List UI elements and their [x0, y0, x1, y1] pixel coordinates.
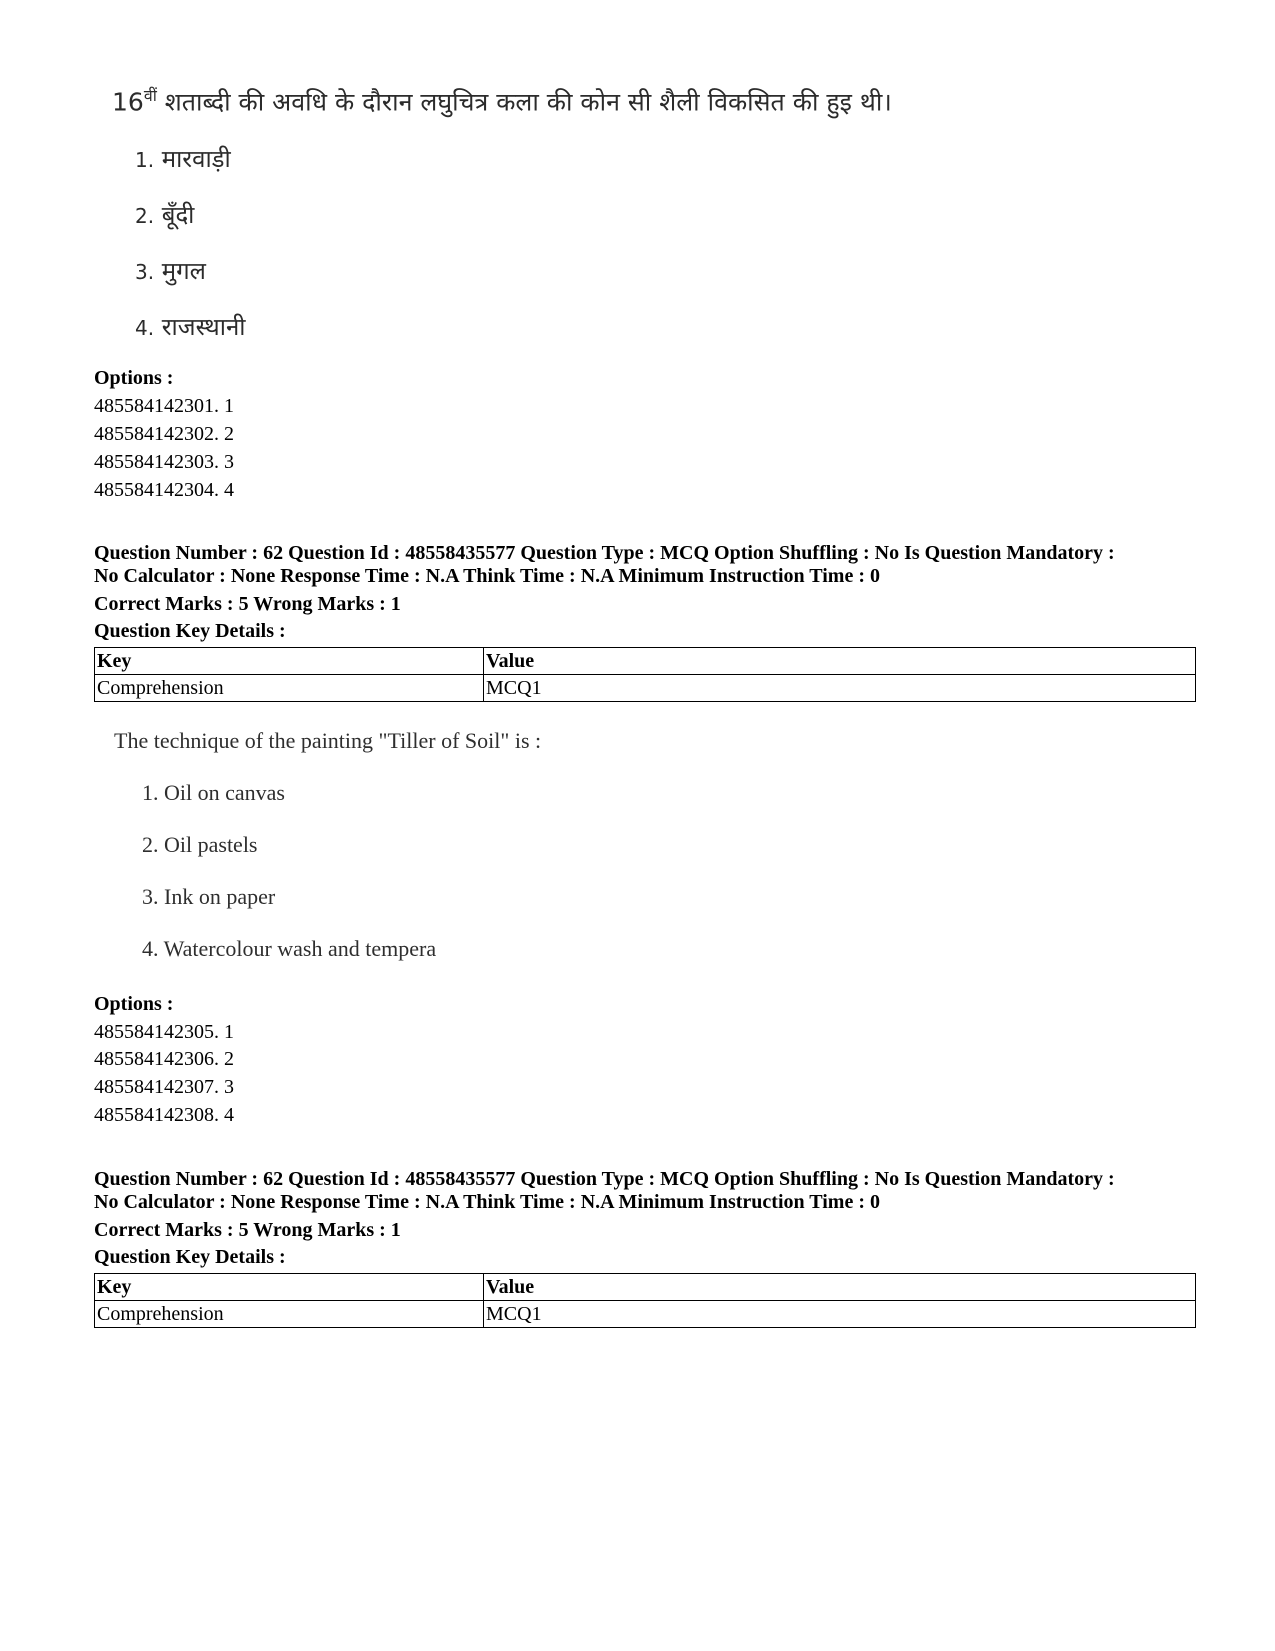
key-details-table — [94, 647, 1196, 702]
table-header-row — [95, 648, 1196, 675]
option-id: 485584142303. 3 — [94, 451, 234, 473]
table-cell: MCQ1 — [484, 1301, 1196, 1328]
option-number: 3. — [135, 260, 155, 284]
option-2 — [135, 198, 194, 231]
option-id: 485584142306. 2 — [94, 1048, 234, 1070]
table-header-cell: Value — [484, 648, 1196, 675]
marks-line: Correct Marks : 5 Wrong Marks : 1 — [94, 1219, 401, 1241]
question-stem: The technique of the painting "Tiller of Soil" is : — [114, 728, 542, 753]
option-id: 485584142301. 1 — [94, 395, 234, 417]
option-4: 4. Watercolour wash and tempera — [142, 936, 437, 961]
option-id: 485584142304. 4 — [94, 479, 234, 501]
option-2: 2. Oil pastels — [142, 832, 258, 857]
option-number: 2. — [135, 204, 155, 228]
question-stem — [112, 84, 892, 118]
option-id: 485584142305. 1 — [94, 1021, 234, 1043]
question-meta-line2: No Calculator : None Response Time : N.A Think Time : N.A Minimum Instruction Time : 0 — [94, 1191, 880, 1213]
stem-prefix: 16 — [112, 87, 144, 117]
table-header-cell: Key — [95, 648, 484, 675]
table-cell: Comprehension — [95, 1301, 484, 1328]
option-id: 485584142308. 4 — [94, 1104, 234, 1126]
table-header-cell: Value — [484, 1274, 1196, 1301]
stem-text: शताब्दी की अवधि के दौरान लघुचित्र कला की कोन सी शैली विकसित की हुइ थी। — [156, 87, 892, 117]
option-number: 4. — [135, 316, 155, 340]
key-details-label: Question Key Details : — [94, 620, 286, 642]
options-label: Options : — [94, 993, 174, 1015]
question-meta-line2: No Calculator : None Response Time : N.A Think Time : N.A Minimum Instruction Time : 0 — [94, 565, 880, 587]
option-1: 1. Oil on canvas — [142, 780, 285, 805]
table-cell: MCQ1 — [484, 675, 1196, 702]
stem-superscript: वीं — [143, 86, 157, 105]
option-text: बूँदी — [161, 201, 195, 229]
options-label: Options : — [94, 367, 174, 389]
question-meta-line1: Question Number : 62 Question Id : 48558435577 Question Type : MCQ Option Shuffling : No Is Question Mandatory : — [94, 1168, 1115, 1190]
option-3: 3. Ink on paper — [142, 884, 276, 909]
marks-line: Correct Marks : 5 Wrong Marks : 1 — [94, 593, 401, 615]
option-4 — [135, 310, 246, 343]
option-text: मुगल — [161, 257, 206, 285]
table-header-row — [95, 1274, 1196, 1301]
key-details-label: Question Key Details : — [94, 1246, 286, 1268]
question-meta-line1: Question Number : 62 Question Id : 48558435577 Question Type : MCQ Option Shuffling : No Is Question Mandatory : — [94, 542, 1115, 564]
option-text: राजस्थानी — [161, 313, 246, 341]
table-header-cell: Key — [95, 1274, 484, 1301]
table-row — [95, 1301, 1196, 1328]
option-number: 1. — [135, 148, 155, 172]
table-row — [95, 675, 1196, 702]
option-text: मारवाड़ी — [161, 145, 231, 173]
option-3 — [135, 254, 206, 287]
option-id: 485584142302. 2 — [94, 423, 234, 445]
option-id: 485584142307. 3 — [94, 1076, 234, 1098]
option-1 — [135, 142, 231, 175]
key-details-table — [94, 1273, 1196, 1328]
table-cell: Comprehension — [95, 675, 484, 702]
